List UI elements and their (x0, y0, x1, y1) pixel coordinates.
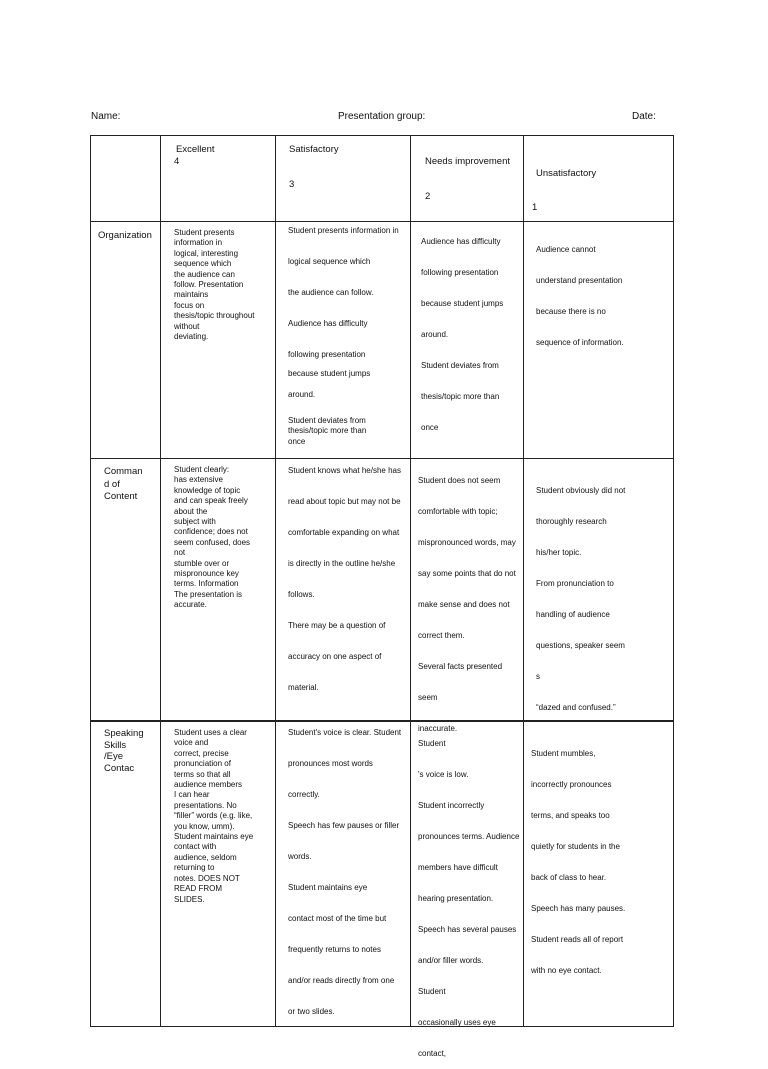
unsatisfactory-cell (524, 721, 674, 1026)
unsatisfactory-cell (524, 222, 674, 459)
col-title: Unsatisfactory (536, 168, 597, 179)
col-excellent (161, 136, 276, 222)
header-row (91, 136, 674, 222)
criterion-label: Speaking Skills /Eye Contac (104, 728, 144, 774)
excellent-cell (161, 222, 276, 459)
descriptor-text: Student deviates from thesis/topic more than once (288, 416, 367, 446)
needs-improvement-cell (411, 222, 524, 459)
descriptor-text: Student clearly: has extensive knowledge of topic and can speak freely about the subject with confidence; does not seem confused, does not stumble over or mispronounce key terms. Information The presentation is accurate. (174, 465, 251, 610)
col-title: Needs improvement (425, 156, 511, 167)
descriptor-text: Student presents information in logical sequence which the audience can follow. Audience has difficulty following presentation (288, 226, 399, 359)
criterion-cell (91, 222, 161, 459)
descriptor-text: Student's voice is clear. Student pronounces most words correctly. Speech has few pauses or filler words. Student maintains eye contact most of the time but frequently returns to notes and/or reads directly from one or two slides. (288, 728, 402, 1016)
descriptor-text: Audience has difficulty following presentation because student jumps around. Student deviates from thesis/topic more than once (421, 237, 504, 432)
satisfactory-cell (276, 459, 411, 722)
corner-cell (91, 136, 161, 222)
col-score: 2 (425, 191, 431, 202)
date-label: Date: (632, 111, 656, 122)
rubric-table (90, 135, 674, 1058)
rubric-row-command-of-content (91, 459, 674, 722)
col-score: 4 (174, 156, 180, 167)
descriptor-text: Student 's voice is low. Student incorrectly pronounces terms. Audience members have difficult hearing presentation. Speech has several pauses and/or filler words. Student occasionally uses eye contact, (418, 739, 520, 1058)
descriptor-text: because student jumps around. (288, 369, 371, 399)
name-label: Name: (91, 111, 121, 122)
criterion-label: Comman d of Content (104, 466, 143, 502)
needs-improvement-cell (411, 721, 524, 1058)
rubric-row-organization (91, 222, 674, 459)
criterion-cell (91, 721, 161, 1026)
col-unsatisfactory (524, 136, 674, 222)
excellent-cell (161, 721, 276, 1026)
descriptor-text: Student obviously did not thoroughly research his/her topic. From pronunciation to handling of audience questions, speaker seem s “dazed and confused.” (536, 486, 626, 712)
satisfactory-cell (276, 721, 411, 1026)
excellent-cell (161, 459, 276, 722)
col-score: 3 (289, 179, 295, 190)
criterion-label: Organization (98, 230, 152, 241)
col-score: 1 (532, 202, 538, 213)
col-title: Satisfactory (289, 144, 339, 155)
descriptor-text: Student uses a clear voice and correct, precise pronunciation of terms so that all audience members I can hear presentations. No “filler” words (e.g. like, you know, umm). Student maintains eye contact with audience, seldom returning to notes. DOES NOT READ FROM SLIDES. (174, 728, 254, 904)
presentation-group-label: Presentation group: (338, 111, 426, 122)
descriptor-text: Audience cannot understand presentation because there is no sequence of information. (536, 245, 624, 347)
descriptor-text: Student knows what he/she has read about topic but may not be comfortable expanding on what is directly in the outline he/she follows. There may be a question of accuracy on one aspect of material. (288, 466, 401, 692)
col-needs-improvement (411, 136, 524, 222)
descriptor-text: Student does not seem comfortable with topic; mispronounced words, may say some points that do not make sense and does not correct them. Several facts presented seem inaccurate. (418, 476, 516, 733)
col-satisfactory (276, 136, 411, 222)
descriptor-text: Student mumbles, incorrectly pronounces terms, and speaks too quietly for students in the back of class to hear. Speech has many pauses. Student reads all of report with no eye contact. (531, 749, 626, 975)
unsatisfactory-cell (524, 459, 674, 722)
descriptor-text: Student presents information in logical, interesting sequence which the audience can follow. Presentation maintains focus on thesis/topic throughout without deviating. (174, 228, 255, 342)
needs-improvement-cell (411, 459, 524, 733)
satisfactory-cell (276, 222, 411, 459)
criterion-cell (91, 459, 161, 722)
col-title: Excellent (176, 144, 215, 155)
rubric-row-speaking-skills (91, 721, 674, 1026)
